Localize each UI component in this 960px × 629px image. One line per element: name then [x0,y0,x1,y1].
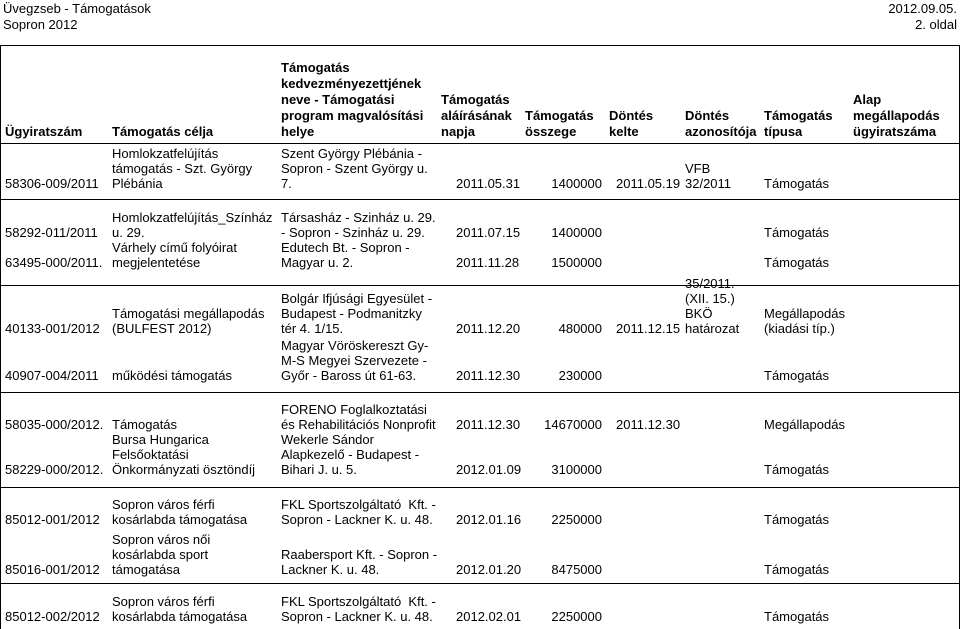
signed-date-cell: 2012.01.20 [456,562,522,577]
recipient-cell: Társasház - Szinház u. 29. [281,210,436,225]
signed-date-cell: 2011.12.30 [456,368,521,383]
signed-date-cell: 2011.07.15 [456,225,521,240]
recipient-cell: tér 4. 1/15. [281,321,344,336]
case-number-cell: 58306-009/2011 [5,176,99,191]
recipient-cell: Győr - Baross út 61-63. [281,368,417,383]
type-cell: Támogatás [764,225,830,240]
amount-cell: 1500000 [551,255,602,270]
goal-cell: Támogatás [112,417,178,432]
report-city-year: Sopron 2012 [3,17,78,32]
goal-cell: Önkormányzati ösztöndíj [112,462,256,477]
goal-cell: kosárlabda támogatása [112,609,248,624]
goal-cell: Homlokzatfelújítás_Színház [112,210,273,225]
type-cell: Megállapodás [764,306,845,321]
header-bottom-border [0,143,960,144]
signed-date-cell: 2011.11.28 [456,255,520,270]
recipient-cell: Sopron - Lackner K. u. 48. [281,512,433,527]
type-cell: Támogatás [764,368,830,383]
decision-id-cell: BKÖ [685,306,713,321]
row-group-separator [0,285,960,286]
recipient-cell: Sopron - Lackner K. u. 48. [281,609,433,624]
type-cell: (kiadási típ.) [764,321,835,336]
table-top-border [0,45,960,46]
recipient-cell: Raabersport Kft. - Sopron - [281,547,438,562]
recipient-cell: Bolgár Ifjúsági Egyesület - [281,291,433,306]
decision-date-cell: 2011.12.30 [616,417,681,432]
col-header-goal: Támogatás célja [112,124,214,139]
goal-cell: Plébánia [112,176,163,191]
recipient-cell: Alapkezelő - Budapest - [281,447,420,462]
goal-cell: Homlokzatfelújítás [112,146,219,161]
goal-cell: Várhely című folyóirat [112,240,237,255]
signed-date-cell: 2011.05.31 [456,176,521,191]
type-cell: Támogatás [764,176,830,191]
case-number-cell: 85012-002/2012 [5,609,100,624]
goal-cell: (BULFEST 2012) [112,321,212,336]
type-cell: Támogatás [764,255,830,270]
goal-cell: Bursa Hungarica [112,432,209,447]
amount-cell: 230000 [558,368,602,383]
type-cell: Támogatás [764,609,830,624]
decision-id-cell: 35/2011. [685,276,735,291]
case-number-cell: 40907-004/2011 [5,368,99,383]
col-header-case-number: Ügyiratszám [5,124,83,139]
amount-cell: 1400000 [551,176,602,191]
signed-date-cell: 2012.02.01 [456,609,522,624]
row-group-separator [0,583,960,584]
amount-cell: 14670000 [544,417,602,432]
case-number-cell: 85012-001/2012 [5,512,100,527]
goal-cell: működési támogatás [112,368,232,383]
decision-id-cell: VFB [685,161,711,176]
goal-cell: támogatása [112,562,180,577]
row-group-separator [0,199,960,200]
type-cell: Támogatás [764,462,830,477]
recipient-cell: Bihari J. u. 5. [281,462,357,477]
goal-cell: megjelentetése [112,255,201,270]
case-number-cell: 58292-011/2011 [5,225,98,240]
recipient-cell: Edutech Bt. - Sopron - [281,240,410,255]
goal-cell: u. 29. [112,225,145,240]
goal-cell: Sopron város férfi [112,497,215,512]
recipient-cell: és Rehabilitációs Nonprofit [281,417,436,432]
recipient-cell: FKL Sportszolgáltató Kft. - [281,594,436,609]
page-number: 2. oldal [915,17,957,32]
amount-cell: 1400000 [551,225,602,240]
signed-date-cell: 2011.12.30 [456,417,521,432]
goal-cell: kosárlabda sport [112,547,209,562]
case-number-cell: 58229-000/2012. [5,462,104,477]
decision-id-cell: (XII. 15.) [685,291,735,306]
recipient-cell: Lackner K. u. 48. [281,562,380,577]
recipient-cell: Magyar u. 2. [281,255,354,270]
amount-cell: 2250000 [551,512,602,527]
type-cell: Támogatás [764,512,830,527]
recipient-cell: Sopron - Szent György u. [281,161,428,176]
type-cell: Támogatás [764,562,830,577]
amount-cell: 480000 [558,321,602,336]
recipient-cell: Szent György Plébánia - [281,146,422,161]
table-left-border [0,45,1,629]
goal-cell: kosárlabda támogatása [112,512,248,527]
recipient-cell: Magyar Vöröskereszt Gy- [281,338,429,353]
row-group-separator [0,487,960,488]
amount-cell: 3100000 [551,462,602,477]
recipient-cell: FORENO Foglalkoztatási [281,402,427,417]
amount-cell: 2250000 [551,609,602,624]
decision-date-cell: 2011.12.15 [616,321,681,336]
row-group-separator [0,392,960,393]
goal-cell: Sopron város női [112,532,211,547]
signed-date-cell: 2012.01.09 [456,462,522,477]
case-number-cell: 63495-000/2011. [5,255,103,270]
case-number-cell: 85016-001/2012 [5,562,100,577]
case-number-cell: 40133-001/2012 [5,321,100,336]
goal-cell: Támogatási megállapodás [112,306,265,321]
type-cell: Megállapodás [764,417,845,432]
signed-date-cell: 2012.01.16 [456,512,522,527]
recipient-cell: FKL Sportszolgáltató Kft. - [281,497,436,512]
goal-cell: támogatás - Szt. György [112,161,253,176]
recipient-cell: Budapest - Podmanitzky [281,306,422,321]
report-title: Üvegzseb - Támogatások [3,1,151,16]
amount-cell: 8475000 [551,562,602,577]
signed-date-cell: 2011.12.20 [456,321,521,336]
goal-cell: Felsőoktatási [112,447,189,462]
goal-cell: Sopron város férfi [112,594,215,609]
decision-id-cell: 32/2011 [685,176,732,191]
recipient-cell: 7. [281,176,292,191]
decision-id-cell: határozat [685,321,740,336]
case-number-cell: 58035-000/2012. [5,417,104,432]
report-date: 2012.09.05. [888,1,957,16]
recipient-cell: - Sopron - Szinház u. 29. [281,225,425,240]
decision-date-cell: 2011.05.19 [616,176,681,191]
recipient-cell: Wekerle Sándor [281,432,374,447]
recipient-cell: M-S Megyei Szervezete - [281,353,427,368]
